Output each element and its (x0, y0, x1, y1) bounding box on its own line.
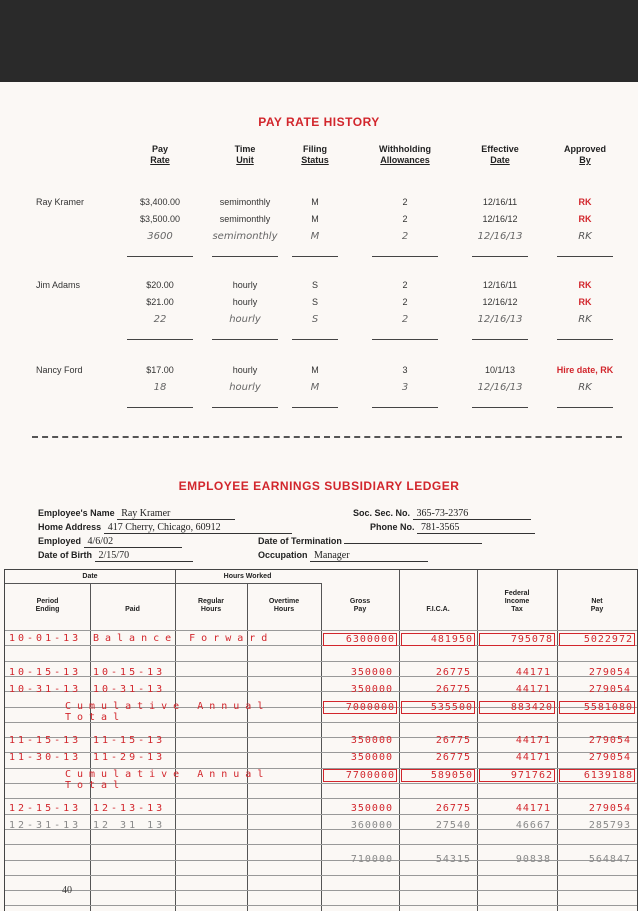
ledger-row (5, 734, 637, 749)
signature-rule (127, 256, 193, 257)
ledger-cell-fica: 26775 (435, 667, 471, 678)
ledger-cell-gross: 7000000 (323, 701, 397, 714)
hours-group-header: Hours Worked (223, 573, 272, 580)
header-filing-status: Filing Status (301, 144, 329, 165)
pay-rate-cell-rate: 3600 (147, 231, 173, 242)
ledger-cell-fica: 26775 (435, 735, 471, 746)
ledger-row-rule (5, 890, 637, 891)
employee-name: Ray Kramer (36, 197, 85, 207)
pay-rate-cell-status: M (311, 197, 319, 207)
ledger-row (5, 649, 637, 664)
ledger-cell-fica: 481950 (401, 633, 475, 646)
pay-rate-cell-unit: hourly (232, 365, 258, 375)
header-withholding: Withholding Allowances (379, 144, 431, 165)
ledger-cell-paid: 10-31-13 (93, 684, 166, 695)
ledger-cell-gross: 350000 (350, 735, 393, 746)
signature-rule (212, 339, 278, 340)
ledger-header-fica: F.I.C.A. (426, 606, 450, 613)
ledger-cell-fed: 44171 (515, 803, 551, 814)
ledger-header-net: Net Pay (590, 598, 604, 613)
home-address-field: Home Address 417 Cherry, Chicago, 60912 (38, 522, 292, 534)
ledger-cell-net: 279054 (588, 803, 631, 814)
pay-rate-cell-status: M (310, 382, 320, 393)
pay-rate-cell-status: S (311, 280, 318, 290)
ledger-cell-gross: 710000 (350, 854, 393, 865)
ledger-row (5, 802, 637, 817)
signature-rule (557, 339, 613, 340)
ledger-cell-fica: 54315 (435, 854, 471, 865)
ledger-cell-period: 11-30-13 (9, 752, 82, 763)
signature-rule (557, 407, 613, 408)
signature-rule (472, 407, 528, 408)
pay-rate-cell-allow: 2 (401, 231, 409, 242)
pay-rate-cell-allow: 2 (401, 314, 409, 325)
ledger-cell-text: Cumulative Annual Total (65, 701, 270, 723)
pay-rate-cell-unit: hourly (229, 382, 261, 393)
page-number: 40 (62, 885, 72, 896)
ledger-header-overtime: Overtime Hours (268, 598, 300, 613)
pay-rate-cell-by: RK (578, 214, 592, 224)
pay-rate-cell-rate: 18 (153, 382, 167, 393)
ledger-cell-fed: 971762 (479, 769, 555, 782)
employee-name: Jim Adams (36, 280, 81, 290)
ledger-cell-fica: 26775 (435, 803, 471, 814)
signature-rule (292, 407, 338, 408)
ledger-row (5, 768, 637, 791)
ledger-cell-net: 285793 (588, 820, 631, 831)
ledger-cell-text: Balance Forward (93, 633, 274, 644)
ledger-cell-period: 12-15-13 (9, 803, 82, 814)
ledger-cell-gross: 350000 (350, 803, 393, 814)
signature-rule (372, 407, 438, 408)
signature-rule (127, 407, 193, 408)
ledger-cell-fica: 535500 (401, 701, 475, 714)
pay-rate-cell-rate: $21.00 (146, 297, 174, 307)
pay-rate-cell-unit: hourly (229, 314, 261, 325)
pay-rate-cell-allow: 2 (402, 197, 408, 207)
ledger-header-federal: Federal Income Tax (504, 590, 530, 613)
ledger-cell-period: 10-31-13 (9, 684, 82, 695)
signature-rule (472, 339, 528, 340)
ledger-row-rule (5, 630, 637, 631)
ledger-row (5, 853, 637, 868)
ledger-cell-fed: 90838 (515, 854, 551, 865)
pay-rate-cell-date: 12/16/11 (482, 280, 518, 290)
ledger-cell-net: 564847 (588, 854, 631, 865)
signature-rule (212, 256, 278, 257)
group-header-rule (5, 583, 321, 584)
document-page (0, 82, 638, 911)
date-group-header: Date (82, 573, 98, 580)
pay-rate-cell-unit: hourly (232, 280, 258, 290)
ledger-row-rule (5, 905, 637, 906)
ledger-row (5, 717, 637, 732)
pay-rate-cell-by: RK (578, 231, 592, 242)
ledger-row (5, 632, 637, 647)
ledger-cell-period: 12-31-13 (9, 820, 82, 831)
pay-rate-cell-status: M (310, 231, 320, 242)
pay-rate-cell-unit: semimonthly (212, 231, 278, 242)
ledger-header-regular: Regular Hours (197, 598, 225, 613)
soc-sec-field: Soc. Sec. No. 365-73-2376 (353, 508, 531, 520)
header-effective: Effective Date (481, 144, 519, 165)
ledger-cell-period: 10-01-13 (9, 633, 82, 644)
ledger-cell-fica: 27540 (435, 820, 471, 831)
ledger-cell-gross: 6300000 (323, 633, 397, 646)
pay-rate-cell-allow: 2 (402, 214, 408, 224)
pay-rate-cell-unit: semimonthly (219, 197, 271, 207)
signature-rule (557, 256, 613, 257)
pay-rate-cell-unit: semimonthly (219, 214, 271, 224)
ledger-cell-fed: 795078 (479, 633, 555, 646)
ledger-cell-fica: 26775 (435, 752, 471, 763)
ledger-cell-net: 279054 (588, 752, 631, 763)
ledger-cell-fed: 44171 (515, 735, 551, 746)
employee-name-field: Employee's Name Ray Kramer (38, 508, 235, 520)
ledger-row-rule (5, 875, 637, 876)
pay-rate-cell-date: 10/1/13 (484, 365, 516, 375)
signature-rule (127, 339, 193, 340)
signature-rule (472, 256, 528, 257)
pay-rate-cell-rate: 22 (153, 314, 167, 325)
ledger-cell-paid: 12-13-13 (93, 803, 166, 814)
ledger-title: EMPLOYEE EARNINGS SUBSIDIARY LEDGER (178, 479, 460, 493)
ledger-cell-net: 279054 (588, 684, 631, 695)
employee-name: Nancy Ford (36, 365, 83, 375)
ledger-cell-fica: 589050 (401, 769, 475, 782)
ledger-cell-gross: 350000 (350, 667, 393, 678)
ledger-cell-net: 5581080 (559, 701, 635, 714)
ledger-row (5, 751, 637, 766)
header-approved: Approved By (563, 144, 606, 165)
cut-line-divider (32, 436, 622, 438)
pay-rate-cell-rate: $17.00 (146, 365, 174, 375)
ledger-header-paid: Paid (125, 606, 140, 613)
pay-rate-cell-date: 12/16/11 (482, 197, 518, 207)
ledger-cell-gross: 350000 (350, 752, 393, 763)
pay-rate-cell-date: 12/16/13 (477, 382, 523, 393)
pay-rate-cell-status: M (311, 365, 319, 375)
pay-rate-cell-by: RK (578, 280, 592, 290)
ledger-cell-period: 11-15-13 (9, 735, 82, 746)
ledger-cell-net: 279054 (588, 735, 631, 746)
pay-rate-cell-by: RK (578, 297, 592, 307)
ledger-cell-fed: 44171 (515, 684, 551, 695)
ledger-header-gross: Gross Pay (349, 598, 371, 613)
pay-rate-cell-date: 12/16/12 (482, 214, 518, 224)
signature-rule (292, 256, 338, 257)
pay-rate-cell-allow: 3 (401, 382, 409, 393)
signature-rule (212, 407, 278, 408)
pay-rate-cell-status: S (311, 297, 318, 307)
ledger-cell-fed: 46667 (515, 820, 551, 831)
ledger-cell-gross: 360000 (350, 820, 393, 831)
date-of-birth-field: Date of Birth 2/15/70 (38, 550, 193, 562)
signature-rule (372, 256, 438, 257)
ledger-cell-fed: 44171 (515, 752, 551, 763)
employed-field: Employed 4/6/02 (38, 536, 182, 548)
pay-rate-cell-rate: $3,400.00 (139, 197, 181, 207)
ledger-cell-paid: 11-29-13 (93, 752, 166, 763)
signature-rule (292, 339, 338, 340)
termination-field: Date of Termination (258, 536, 482, 546)
occupation-field: Occupation Manager (258, 550, 428, 562)
earnings-ledger-table (4, 569, 638, 911)
pay-rate-cell-allow: 2 (402, 297, 408, 307)
ledger-row (5, 700, 637, 723)
phone-field: Phone No. 781-3565 (370, 522, 535, 534)
pay-rate-cell-by: Hire date, RK (556, 365, 614, 375)
signature-rule (372, 339, 438, 340)
ledger-cell-net: 279054 (588, 667, 631, 678)
ledger-cell-fed: 883420 (479, 701, 555, 714)
ledger-cell-paid: 12 31 13 (93, 820, 166, 831)
header-pay-rate: Pay Rate (150, 144, 170, 165)
ledger-cell-fica: 26775 (435, 684, 471, 695)
pay-rate-cell-by: RK (578, 197, 592, 207)
pay-rate-cell-date: 12/16/12 (482, 297, 518, 307)
header-time-unit: Time Unit (234, 144, 256, 165)
ledger-cell-text: Cumulative Annual Total (65, 769, 270, 791)
ledger-header-period: Period Ending (35, 598, 60, 613)
pay-rate-cell-status: S (311, 314, 319, 325)
ledger-row (5, 819, 637, 834)
ledger-cell-fed: 44171 (515, 667, 551, 678)
ledger-cell-paid: 10-15-13 (93, 667, 166, 678)
ledger-cell-net: 6139188 (559, 769, 635, 782)
ledger-row (5, 785, 637, 800)
ledger-cell-paid: 11-15-13 (93, 735, 166, 746)
ledger-row (5, 836, 637, 851)
pay-rate-cell-date: 12/16/13 (477, 231, 523, 242)
pay-rate-history-title: PAY RATE HISTORY (258, 115, 380, 129)
pay-rate-cell-by: RK (578, 314, 592, 325)
pay-rate-cell-status: M (311, 214, 319, 224)
ledger-cell-net: 5022972 (559, 633, 635, 646)
ledger-cell-gross: 350000 (350, 684, 393, 695)
pay-rate-cell-unit: hourly (232, 297, 258, 307)
pay-rate-cell-allow: 2 (402, 280, 408, 290)
ledger-cell-gross: 7700000 (323, 769, 397, 782)
ledger-row (5, 666, 637, 681)
ledger-cell-period: 10-15-13 (9, 667, 82, 678)
ledger-row (5, 683, 637, 698)
pay-rate-cell-by: RK (578, 382, 592, 393)
pay-rate-cell-rate: $3,500.00 (139, 214, 181, 224)
pay-rate-cell-allow: 3 (402, 365, 408, 375)
pay-rate-cell-date: 12/16/13 (477, 314, 523, 325)
pay-rate-cell-rate: $20.00 (146, 280, 174, 290)
